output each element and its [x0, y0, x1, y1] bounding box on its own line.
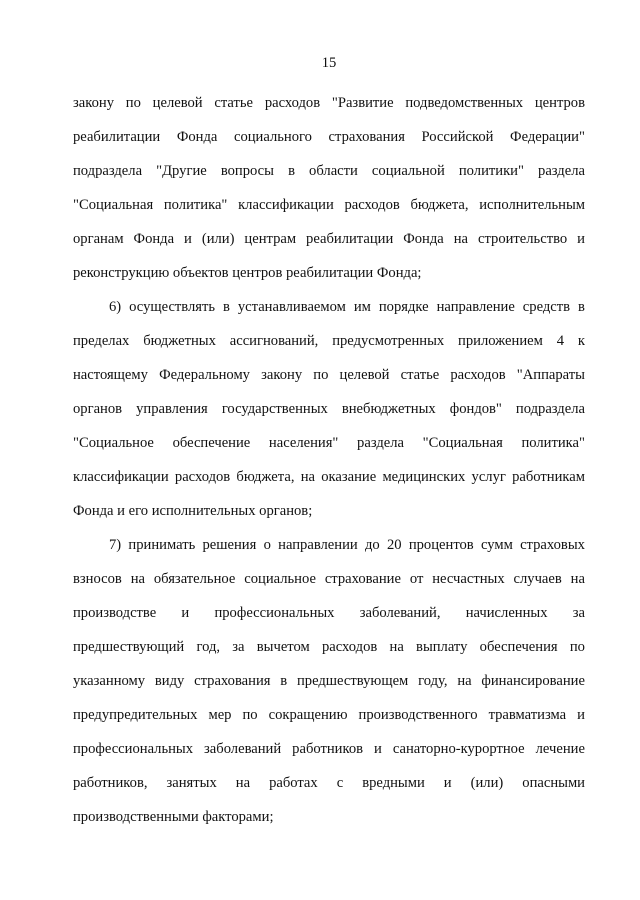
word: целевой: [339, 367, 394, 383]
text-line: [73, 392, 585, 426]
word: заболеваний,: [359, 605, 445, 621]
text-line: [73, 426, 585, 460]
word: социальной: [371, 163, 449, 179]
word: в: [288, 163, 299, 179]
text-line: [73, 630, 585, 664]
word: устанавливаемом: [237, 299, 350, 315]
word: на: [235, 775, 254, 791]
word: к: [577, 333, 585, 349]
word: за: [232, 639, 249, 655]
paragraph-item-7: [73, 528, 585, 834]
word: населения": [268, 435, 343, 451]
word: ассигнований,: [229, 333, 322, 349]
text-line: [73, 732, 585, 766]
word: классификации: [73, 469, 173, 485]
text-line: [73, 324, 585, 358]
word: год,: [196, 639, 224, 655]
paragraph-continuation: [73, 86, 585, 290]
word: 7): [109, 537, 125, 553]
word: за: [572, 605, 585, 621]
word: занятых: [166, 775, 221, 791]
text-body: [73, 86, 585, 834]
word: бюджета,: [236, 469, 299, 485]
word: закону: [261, 367, 306, 383]
word: раздела: [357, 435, 408, 451]
text-line: [73, 528, 585, 562]
word: вычетом: [256, 639, 314, 655]
word: подраздела: [73, 163, 146, 179]
word: настоящему: [73, 367, 152, 383]
word: вредными: [362, 775, 429, 791]
text-line: [73, 664, 585, 698]
word: на: [130, 571, 149, 587]
word: закону: [73, 95, 118, 111]
word: страховых: [520, 537, 585, 553]
word: страхование: [324, 571, 405, 587]
word: расходов: [264, 95, 324, 111]
word: по: [125, 95, 145, 111]
word: государственных: [221, 401, 332, 417]
word: подведомственных: [405, 95, 527, 111]
word: профессиональных: [73, 741, 197, 757]
word: указанному: [73, 673, 149, 689]
word: им: [353, 299, 375, 315]
word: работникам: [512, 469, 585, 485]
word: обеспечение: [172, 435, 254, 451]
word: на: [457, 673, 476, 689]
text-line: [73, 562, 585, 596]
word: в: [578, 299, 585, 315]
word: центрам: [244, 231, 300, 247]
word: производственного: [358, 707, 482, 723]
word: на: [300, 469, 319, 485]
word: управления: [136, 401, 212, 417]
text-line: [73, 120, 585, 154]
word: сумм: [480, 537, 517, 553]
text-line: [73, 188, 585, 222]
text-line: [73, 86, 585, 120]
word: осуществлять: [129, 299, 219, 315]
word: расходов: [174, 469, 234, 485]
word: расходов: [321, 639, 381, 655]
text-line: [73, 222, 585, 256]
word: подраздела: [515, 401, 585, 417]
word: и: [577, 707, 585, 723]
text-line: [73, 358, 585, 392]
word: реабилитации: [73, 129, 164, 145]
word: статье: [400, 367, 443, 383]
word: травматизма: [488, 707, 570, 723]
word: вопросы: [220, 163, 278, 179]
word: Федерации": [510, 129, 585, 145]
word: страхования: [328, 129, 409, 145]
word: "Другие: [156, 163, 211, 179]
word: политики": [458, 163, 528, 179]
word: предупредительных: [73, 707, 202, 723]
word: бюджетных: [143, 333, 220, 349]
word: году,: [418, 673, 452, 689]
word: и: [374, 741, 386, 757]
word: расходов: [344, 197, 404, 213]
word: по: [242, 707, 262, 723]
word: страхования: [194, 673, 275, 689]
word: "Аппараты: [516, 367, 585, 383]
text-line-last: производственными факторами;: [73, 809, 274, 825]
word: взносов: [73, 571, 126, 587]
word: Российской: [421, 129, 498, 145]
word: на: [389, 639, 408, 655]
text-line-last: реконструкцию объектов центров реабилитации Фонда;: [73, 265, 422, 281]
word: мер: [208, 707, 236, 723]
word: на: [453, 231, 472, 247]
word: фондов": [449, 401, 506, 417]
word: (или): [470, 775, 507, 791]
word: заболеваний: [204, 741, 285, 757]
word: реабилитации: [306, 231, 397, 247]
word: работников,: [73, 775, 152, 791]
word: медицинских: [382, 469, 469, 485]
word: органов: [73, 401, 126, 417]
word: (или): [201, 231, 239, 247]
text-line: [73, 154, 585, 188]
word: "Развитие: [331, 95, 398, 111]
word: 6): [109, 299, 125, 315]
word: раздела: [538, 163, 585, 179]
word: направлении: [278, 537, 362, 553]
word: целевой: [152, 95, 207, 111]
word: внебюджетных: [341, 401, 440, 417]
word: финансирование: [481, 673, 585, 689]
word: "Социальная: [422, 435, 507, 451]
word: услуг: [471, 469, 510, 485]
word: бюджета,: [410, 197, 473, 213]
word: по: [569, 639, 585, 655]
word: 20: [386, 537, 406, 553]
page-number: 15: [321, 55, 337, 71]
word: и: [181, 605, 193, 621]
word: политика": [163, 197, 232, 213]
word: социального: [233, 129, 316, 145]
word: социальное: [244, 571, 320, 587]
word: о: [263, 537, 275, 553]
text-line: [73, 460, 585, 494]
word: обязательное: [153, 571, 239, 587]
word: сокращению: [268, 707, 352, 723]
word: с: [336, 775, 347, 791]
word: строительство: [477, 231, 571, 247]
word: по: [313, 367, 333, 383]
word: политика": [521, 435, 585, 451]
word: в: [223, 299, 234, 315]
paragraph-item-6: [73, 290, 585, 528]
word: 4: [556, 333, 568, 349]
text-line: [73, 290, 585, 324]
word: органам: [73, 231, 128, 247]
word: и: [184, 231, 196, 247]
word: работах: [269, 775, 322, 791]
word: расходов: [450, 367, 510, 383]
word: и: [577, 231, 585, 247]
word: санаторно-курортное: [392, 741, 529, 757]
word: предшествующий: [73, 639, 188, 655]
word: лечение: [535, 741, 585, 757]
word: в: [280, 673, 291, 689]
word: начисленных: [465, 605, 552, 621]
word: принимать: [128, 537, 199, 553]
word: "Социальное: [73, 435, 158, 451]
word: процентов: [408, 537, 478, 553]
word: центров: [534, 95, 585, 111]
word: Фонда: [403, 231, 448, 247]
word: "Социальная: [73, 197, 157, 213]
word: несчастных: [432, 571, 509, 587]
word: решения: [202, 537, 260, 553]
word: статье: [214, 95, 257, 111]
word: Фонда: [176, 129, 222, 145]
word: направление: [436, 299, 519, 315]
word: классификации: [238, 197, 338, 213]
word: случаев: [513, 571, 566, 587]
word: пределах: [73, 333, 133, 349]
word: порядке: [378, 299, 433, 315]
text-line-last: Фонда и его исполнительных органов;: [73, 503, 313, 519]
word: Федеральному: [159, 367, 254, 383]
word: производстве: [73, 605, 160, 621]
word: Фонда: [133, 231, 178, 247]
word: и: [443, 775, 456, 791]
word: предшествующем: [296, 673, 412, 689]
word: исполнительным: [479, 197, 585, 213]
text-line: [73, 766, 585, 800]
text-line: [73, 698, 585, 732]
word: средств: [522, 299, 574, 315]
word: оказание: [321, 469, 380, 485]
word: профессиональных: [214, 605, 339, 621]
word: до: [364, 537, 384, 553]
word: области: [309, 163, 362, 179]
text-line: [73, 596, 585, 630]
word: приложением: [458, 333, 547, 349]
word: предусмотренных: [332, 333, 448, 349]
word: работников: [292, 741, 367, 757]
word: опасными: [522, 775, 585, 791]
word: выплату: [416, 639, 472, 655]
word: от: [409, 571, 427, 587]
word: на: [570, 571, 585, 587]
word: виду: [154, 673, 188, 689]
word: обеспечения: [479, 639, 562, 655]
